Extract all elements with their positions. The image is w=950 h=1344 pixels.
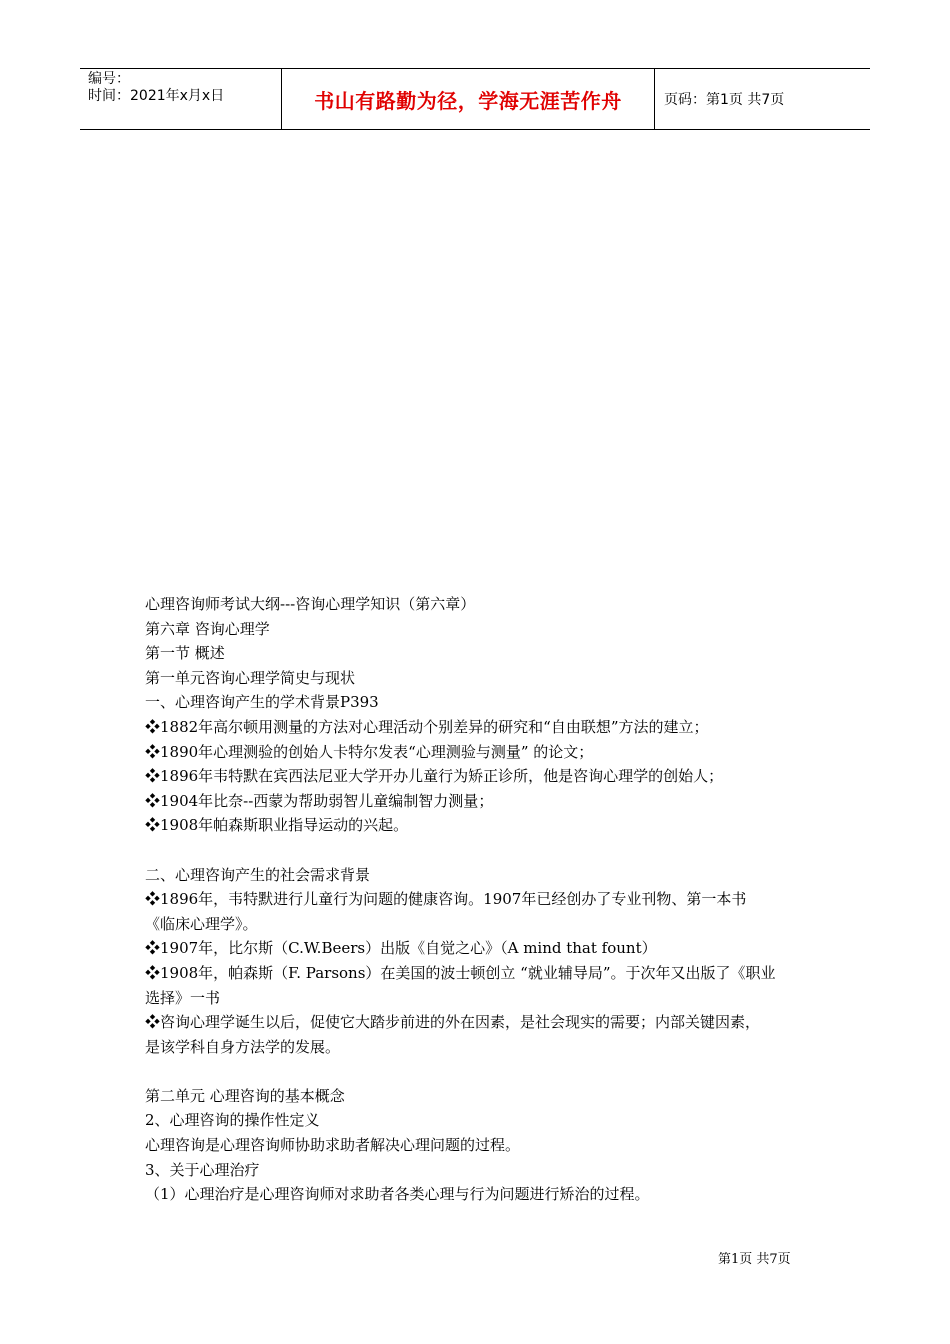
bullet-item: ❖1904年比奈--西蒙为帮助弱智儿童编制智力测量； [145,791,494,810]
paragraph: （1）心理治疗是心理咨询师对求助者各类心理与行为问题进行矫治的过程。 [145,1185,650,1204]
header-motto: 书山有路勤为径，学海无涯苦作舟 [281,69,655,129]
bullet-item: ❖1908年帕森斯职业指导运动的兴起。 [145,816,409,835]
bullet-item: ❖1896年韦特默在宾西法尼亚大学开办儿童行为矫正诊所，他是咨询心理学的创始人； [145,767,724,786]
subsection-heading: 二、心理咨询产生的社会需求背景 [145,865,371,884]
unit-heading: 第二单元 心理咨询的基本概念 [145,1086,345,1105]
unit-heading: 第一单元咨询心理学简史与现状 [145,668,356,687]
bullet-item: ❖1907年，比尔斯（C.W.Beers）出版《自觉之心》（A mind that fount） [145,939,657,958]
subsection-heading: 3、关于心理治疗 [145,1160,260,1179]
paragraph: 心理咨询是心理咨询师协助求助者解决心理问题的过程。 [145,1136,521,1155]
bullet-item: ❖1890年心理测验的创始人卡特尔发表“心理测验与测量” 的论文； [145,742,594,761]
subsection-heading: 一、心理咨询产生的学术背景P393 [145,693,379,712]
blank-line [145,838,810,863]
page-footer: 第1页 共7页 [718,1252,791,1267]
page-header [80,68,870,130]
bullet-item-continuation: 《临床心理学》。 [145,914,258,933]
bullet-item: ❖1882年高尔顿用测量的方法对心理活动个别差异的研究和“自由联想”方法的建立； [145,717,709,736]
bullet-item-continuation: 选择》一书 [145,988,221,1007]
bullet-item: ❖1896年，韦特默进行儿童行为问题的健康咨询。1907年已经创办了专业刊物、第一本书 [145,890,747,909]
section-heading: 第一节 概述 [145,644,225,663]
blank-line [145,1059,810,1084]
document-body [145,592,810,1207]
bullet-item: ❖1908年，帕森斯（F. Parsons）在美国的波士顿创立 “就业辅导局”。于次年又出版了《职业 [145,963,776,982]
chapter-heading: 第六章 咨询心理学 [145,619,270,638]
bullet-item-continuation: 是该学科自身方法学的发展。 [145,1037,341,1056]
document-title: 心理咨询师考试大纲---咨询心理学知识（第六章） [145,595,476,613]
header-info [80,69,281,129]
subsection-heading: 2、心理咨询的操作性定义 [145,1111,320,1130]
document-date: 时间：2021年x月x日 [88,88,225,104]
document-number-label: 编号： [88,71,130,87]
bullet-item: ❖咨询心理学诞生以后，促使它大踏步前进的外在因素，是社会现实的需要；内部关键因素， [145,1013,761,1032]
header-page-number: 页码：第1页 共7页 [664,92,785,108]
